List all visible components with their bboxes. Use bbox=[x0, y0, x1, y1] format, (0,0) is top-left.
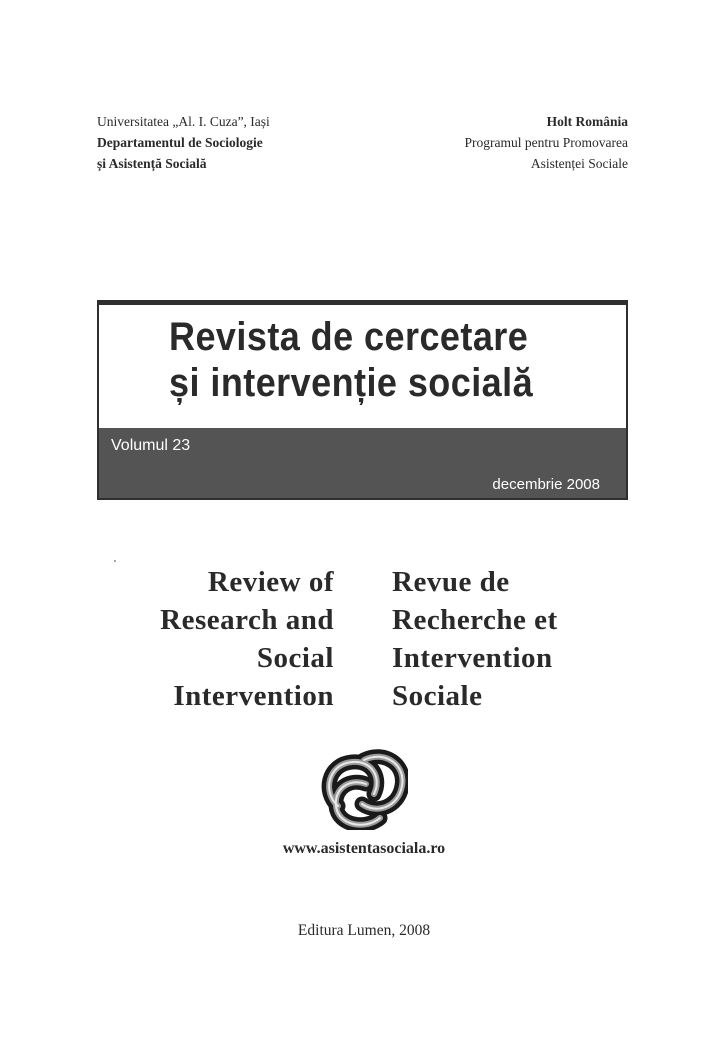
french-title-line: Recherche et bbox=[392, 604, 558, 636]
department-name: Departamentul de Sociologie bbox=[97, 135, 263, 150]
journal-title-line2: și intervenție socială bbox=[169, 361, 534, 405]
website-url[interactable]: www.asistentasociala.ro bbox=[282, 840, 446, 857]
knot-logo-icon bbox=[318, 748, 408, 830]
french-title-line: Revue de bbox=[392, 566, 510, 598]
volume-band bbox=[99, 428, 626, 498]
journal-title-box bbox=[97, 303, 628, 500]
issue-date: decembrie 2008 bbox=[492, 476, 600, 493]
english-title-line: Intervention bbox=[173, 680, 334, 712]
english-title-line: Review of bbox=[207, 566, 334, 598]
french-title-line: Intervention bbox=[392, 642, 553, 674]
program-name-cont: Asistenței Sociale bbox=[530, 156, 628, 171]
publisher-line: Editura Lumen, 2008 bbox=[297, 922, 431, 939]
english-title bbox=[160, 563, 334, 715]
organization-name: Holt România bbox=[546, 114, 628, 129]
stray-dot bbox=[114, 560, 116, 562]
english-title-line: Social bbox=[256, 642, 334, 674]
title-box-top-rule bbox=[97, 300, 628, 304]
french-title bbox=[392, 563, 558, 715]
header-right-affiliation bbox=[465, 111, 628, 174]
french-title-line: Sociale bbox=[392, 680, 483, 712]
volume-label: Volumul 23 bbox=[111, 437, 191, 454]
journal-title-line1: Revista de cercetare bbox=[169, 315, 529, 359]
english-title-line: Research and bbox=[160, 604, 334, 636]
department-name-cont: și Asistență Socială bbox=[97, 156, 207, 171]
program-name: Programul pentru Promovarea bbox=[464, 135, 628, 150]
header-left-affiliation bbox=[97, 111, 270, 174]
university-name: Universitatea „Al. I. Cuza”, Iași bbox=[97, 114, 270, 129]
